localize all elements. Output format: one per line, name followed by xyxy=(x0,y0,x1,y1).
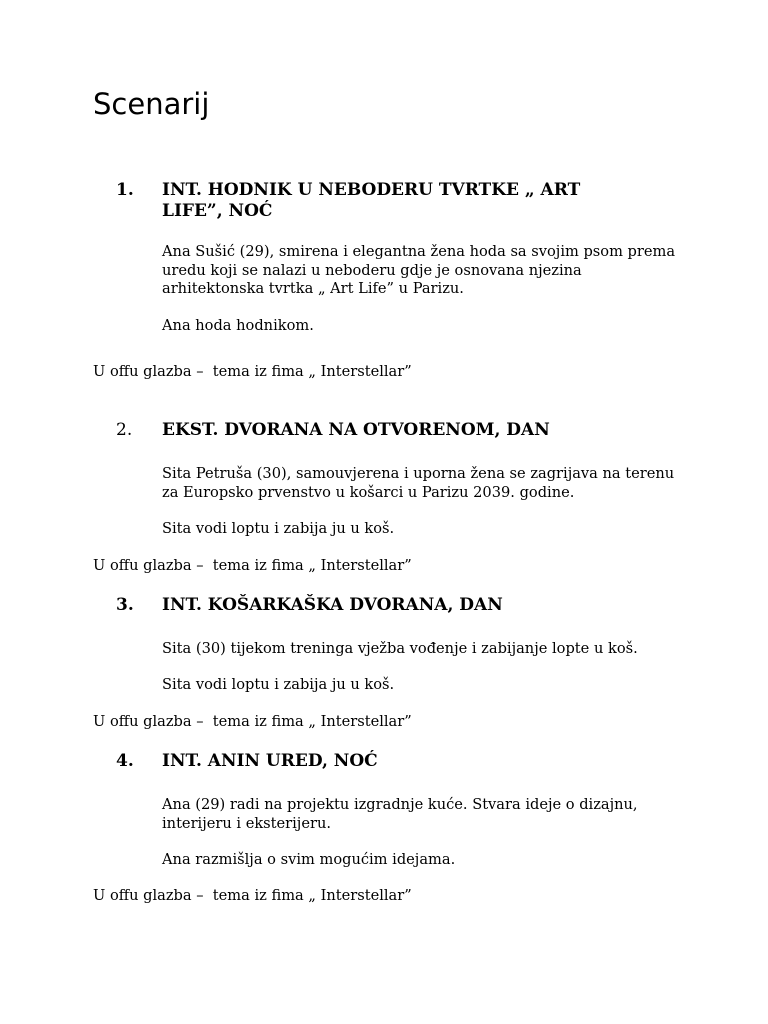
scene-3-offscreen-music: U offu glazba – tema iz fima „ Interstellar” xyxy=(93,713,412,730)
scene-2-heading: EKST. DVORANA NA OTVORENOM, DAN xyxy=(162,420,550,440)
scene-1-heading: INT. HODNIK U NEBODERU TVRTKE „ ART LIFE”, NOĆ xyxy=(162,180,581,221)
scene-1-offscreen-music: U offu glazba – tema iz fima „ Interstellar” xyxy=(93,363,412,380)
scene-1-action: Ana hoda hodnikom. xyxy=(162,317,314,334)
scene-4-description: Ana (29) radi na projektu izgradnje kuće. Stvara ideje o dizajnu, interijeru i eksterijeru. xyxy=(162,796,638,832)
scene-2-action: Sita vodi loptu i zabija ju u koš. xyxy=(162,520,395,537)
page-title: Scenarij xyxy=(93,87,210,121)
scene-4-heading: INT. ANIN URED, NOĆ xyxy=(162,751,378,771)
scene-2-description: Sita Petruša (30), samouvjerena i uporna žena se zagrijava na terenu za Europsko prvenstvo u košarci u Parizu 2039. godine. xyxy=(162,465,675,501)
scene-3-action: Sita vodi loptu i zabija ju u koš. xyxy=(162,676,395,693)
scene-4-number: 4. xyxy=(116,751,134,771)
scene-3-heading: INT. KOŠARKAŠKA DVORANA, DAN xyxy=(162,595,503,615)
scene-4-action: Ana razmišlja o svim mogućim idejama. xyxy=(162,851,456,868)
scene-1-number: 1. xyxy=(116,180,134,200)
scene-2-offscreen-music: U offu glazba – tema iz fima „ Interstellar” xyxy=(93,557,412,574)
scene-4-offscreen-music: U offu glazba – tema iz fima „ Interstellar” xyxy=(93,887,412,904)
scene-3-number: 3. xyxy=(116,595,134,615)
scene-3-description: Sita (30) tijekom treninga vježba vođenje i zabijanje lopte u koš. xyxy=(162,640,638,657)
scene-2-number: 2. xyxy=(116,420,133,440)
scene-1-description: Ana Sušić (29), smirena i elegantna žena hoda sa svojim psom prema uredu koji se nalazi u neboderu gdje je osnovana njezina arhitektonska tvrtka „ Art Life” u Parizu. xyxy=(162,243,676,297)
